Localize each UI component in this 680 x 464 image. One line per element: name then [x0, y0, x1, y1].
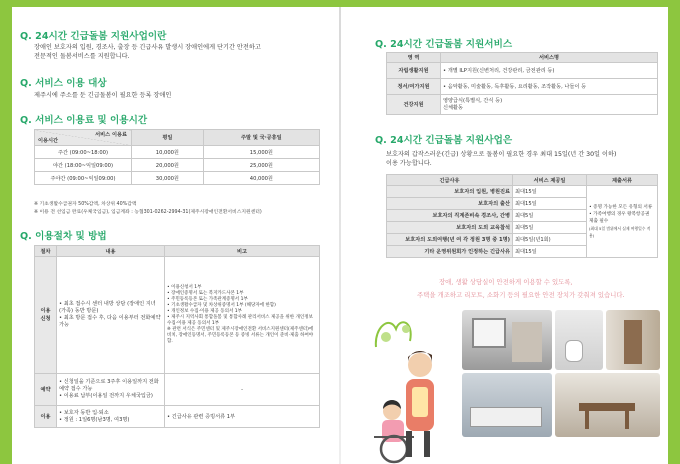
corner-label-time: 이용시간 — [38, 138, 59, 144]
service-area: 건강지원 — [387, 95, 441, 115]
table-row — [35, 374, 320, 406]
photo-bathroom — [555, 310, 603, 370]
col-service: 서비스명 — [441, 53, 658, 63]
table-row — [35, 406, 320, 428]
list-item: • 기초생활수급자 및 차상위증명서 1부 (해당자에 한함) — [167, 303, 317, 309]
caregiver-face — [408, 353, 432, 377]
list-item: • 가족여행의 경우 왕복항공권 제출 필수 — [589, 211, 655, 225]
list-item: (최대 5일 범위에서 실제 여행일수 적용) — [589, 226, 651, 238]
table-row — [35, 172, 320, 185]
heading-fees: Q. 서비스 이용료 및 이용시간 — [20, 115, 148, 126]
service-table — [386, 52, 658, 115]
col-step: 절차 — [35, 246, 57, 257]
corner-label-fee: 서비스 이용료 — [95, 132, 127, 138]
fee-note-2: ※ 이용 전 선입금 완료(우체국입금), 입금계좌 : 농협301-0262-2994-31(제주시장애인전환서비스지원센터) — [34, 210, 262, 215]
list-item: • 제주시 지역사회 통합돌봄 및 통합사례 관리서비스 제공을 위한 개인정보 수집·이용 제공 동의서 1부 — [167, 315, 317, 327]
table-row — [387, 95, 658, 115]
step-reserve: 예약 — [35, 374, 57, 406]
col-content: 내용 — [57, 246, 165, 257]
right-page — [341, 7, 668, 464]
table-row — [35, 159, 320, 172]
heading-program: Q. 24시간 긴급돌봄 지원사업이란 — [20, 31, 167, 42]
caption-line-2: 주택을 개조하고 리모트, 소화기 등의 필요한 안전 장치가 갖춰져 있습니다. — [417, 291, 625, 299]
left-page — [12, 7, 339, 464]
step-use: 이용 — [35, 406, 57, 428]
fee-weekend: 25,000원 — [203, 159, 319, 172]
fee-table — [34, 129, 320, 185]
service-area: 자립생활지원 — [387, 63, 441, 79]
fee-weekday: 20,000원 — [132, 159, 204, 172]
photo-dining-room — [555, 373, 660, 437]
step-apply: 이용 신청 — [35, 257, 57, 374]
heading-emergency: Q. 24시간 긴급돌봄 지원사업은 — [375, 135, 513, 146]
reserve-remark: - — [165, 374, 320, 406]
fee-time: 주간 (09:00~18:00) — [35, 146, 132, 159]
fee-time: 주야간 (09:00~익일09:00) — [35, 172, 132, 185]
service-name: • 개별 ILP지원(신변처리, 건강관리, 금전관리 등) — [443, 68, 554, 74]
fee-corner-cell — [35, 130, 132, 146]
fee-weekend: 40,000원 — [203, 172, 319, 185]
table-row — [387, 63, 658, 79]
reserve-content — [57, 374, 165, 406]
emergency-table — [386, 174, 658, 258]
service-name-cell — [441, 79, 658, 95]
list-item: • 개인정보 수집·이용 제공 동의서 1부 — [167, 309, 317, 315]
table-row — [35, 146, 320, 159]
col-docs: 제출서류 — [587, 175, 658, 186]
apply-remarks — [165, 257, 320, 374]
col-weekday: 평일 — [132, 130, 204, 146]
target-line: 제주시에 주소를 둔 긴급돌봄이 필요한 등록 장애인 — [34, 92, 172, 99]
heading-services: Q. 24시간 긴급돌봄 지원서비스 — [375, 39, 513, 50]
photo-hallway — [606, 310, 660, 370]
apply-content — [57, 257, 165, 374]
list-item: • 최초 접수시 센터 내방 상담 (장애인 지녀(가족) 동반 방문) — [59, 301, 162, 315]
list-item: • 보호자 동반 입·퇴소 — [59, 410, 162, 417]
reason: 보호자의 입원, 병원진료 — [387, 186, 513, 198]
use-remark — [165, 406, 320, 428]
table-row — [387, 186, 658, 198]
period: 최대5일(년1회) — [513, 234, 587, 246]
service-name: 영양급식(특별식, 간식 등) 신체활동 — [441, 95, 658, 115]
list-item: • 신청일을 기준으로 3주후 이용일까지 전화예약 접수 가능 — [59, 379, 162, 393]
col-period: 서비스 제공일 — [513, 175, 587, 186]
photo-living-room — [462, 310, 552, 370]
reason: 기타 운영위원회가 인정하는 긴급사유 — [387, 246, 513, 258]
heading-target: Q. 서비스 이용 대상 — [20, 78, 107, 89]
list-item: • 이용료 납부(이용일 전까지 우체국입금) — [59, 393, 162, 400]
docs-cell — [587, 186, 658, 258]
emergency-line-1: 보호자의 갑작스러운(긴급) 상황으로 돌봄이 필요한 경우 최대 15일(년 간 30일 이하) — [386, 151, 617, 158]
fee-weekday: 10,000원 — [132, 146, 204, 159]
list-item: • 주민등록등본 또는 가족관계증명서 1부 — [167, 297, 317, 303]
fee-time: 야간 (18:00~익일09:00) — [35, 159, 132, 172]
list-item: • 증명 가능한 모든 유형의 서류 — [589, 204, 655, 211]
list-item: ※ 관련 서식은 주민센터 및 제주시장애인전환 서비스지원센터(제주센터)에 비치, 장애인등명서, 주민등록등본 등 증빙 서류는 개인이 준비·제출 하여야함. — [167, 327, 314, 344]
heading-procedure: Q. 이용절차 및 방법 — [20, 231, 107, 242]
reason: 보호자의 출산 — [387, 198, 513, 210]
photo-bedroom — [462, 373, 552, 437]
period: 최대15일 — [513, 198, 587, 210]
col-weekend: 주말 및 국·공휴일 — [203, 130, 319, 146]
col-reason: 긴급사유 — [387, 175, 513, 186]
period: 최대15일 — [513, 186, 587, 198]
reason: 보호자의 도외 교육참석 — [387, 222, 513, 234]
period: 최대5일 — [513, 222, 587, 234]
table-row — [387, 79, 658, 95]
emergency-line-2: 이용 가능합니다. — [386, 160, 432, 167]
program-line-2: 전문적인 돌봄서비스를 지원합니다. — [34, 53, 130, 60]
caregiver-illustration — [366, 307, 458, 464]
program-line-1: 장애인 보호자의 입원, 경조사, 출장 등 긴급사유 발생시 장애인에게 단기간 안전하고 — [34, 44, 261, 51]
col-area: 영 역 — [387, 53, 441, 63]
list-item: • 정원 : 1일6명(남3명, 여3명) — [59, 417, 162, 424]
service-name-cell — [441, 63, 658, 79]
procedure-table — [34, 245, 320, 428]
table-row — [35, 257, 320, 374]
col-remark: 비고 — [165, 246, 320, 257]
service-name: • 음악활동, 미술활동, 독후활동, 요리활동, 조작활동, 나들이 등 — [443, 84, 586, 90]
fee-weekday: 30,000원 — [132, 172, 204, 185]
list-item: • 최초 방문 접수 후, 다음 이용부터 전화예약 가능 — [59, 315, 162, 329]
fee-note-1: ※ 기초생활수급권자 50%감액, 차상위 40%감액 — [34, 202, 137, 207]
use-content — [57, 406, 165, 428]
period: 최대15일 — [513, 246, 587, 258]
period: 최대5일 — [513, 210, 587, 222]
reason: 보호자의 도외여행(년 여 각 정원 3명 중 1명) — [387, 234, 513, 246]
fee-weekend: 15,000원 — [203, 146, 319, 159]
service-area: 정서/여가지원 — [387, 79, 441, 95]
list-item: • 장애인증명서 또는 복지카드사본 1부 — [167, 291, 317, 297]
use-remark-text: • 긴급사유 관련 증빙서류 1부 — [167, 414, 235, 420]
reason: 보호자의 직계존비속 경조사, 간병 — [387, 210, 513, 222]
list-item: • 이용신청서 1부 — [167, 285, 317, 291]
caption-line-1: 장애, 생활 상담실이 안전하게 이용할 수 있도록, — [439, 278, 573, 286]
